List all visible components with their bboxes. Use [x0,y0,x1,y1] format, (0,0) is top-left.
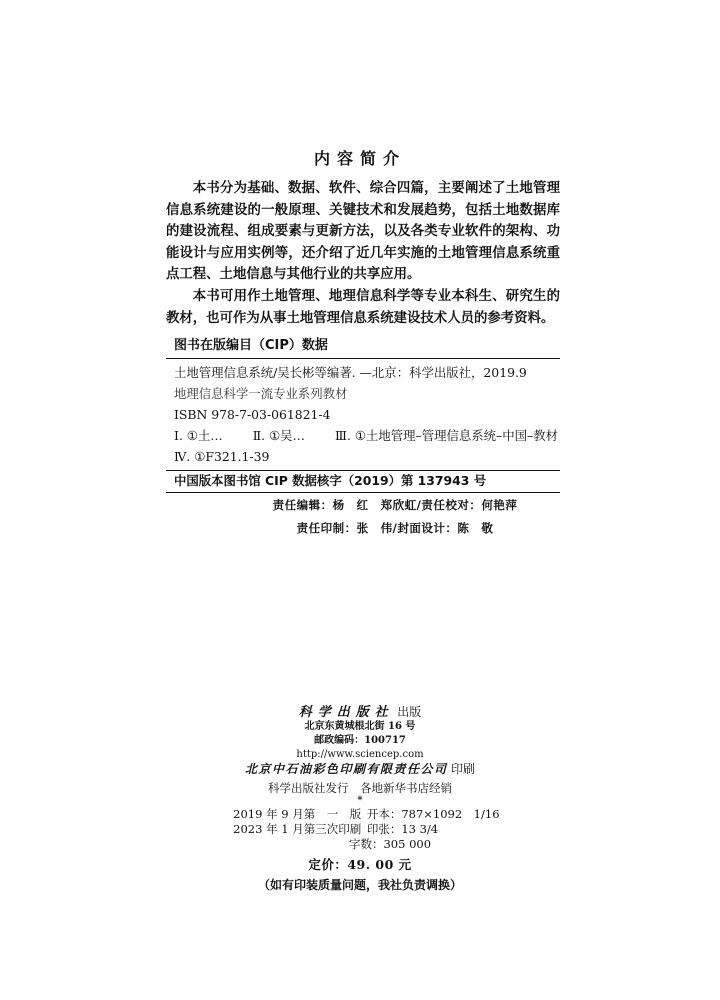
cip-class-1: Ⅰ. ①土… [174,428,223,443]
printing-date: 2023 年 1 月第三次印刷 [233,822,362,836]
publisher-line [0,705,720,720]
cip-class-2: Ⅱ. ①吴… [252,428,305,443]
printer-name: 北京中石油彩色印刷有限责任公司 [244,762,448,776]
cip-block [166,334,560,493]
credits-printing: 责任印制：张 伟/封面设计：陈 敬 [296,521,494,535]
printer-suffix: 印刷 [451,762,476,776]
cip-isbn-line: ISBN 978-7-03-061821-4 [174,407,331,422]
sheet-count: 印张：13 3/4 [366,822,439,836]
publisher-postcode: 邮政编码：100717 [314,735,406,746]
summary-title: 内容简介 [313,149,406,168]
cip-class-3: Ⅲ. ①土地管理–管理信息系统–中国–教材 [335,428,558,443]
cip-lines [166,362,560,467]
separator-star: * [357,795,363,806]
edition-date: 2019 年 9 月第 一 版 [233,807,362,821]
summary-paragraph-2: 本书可用作土地管理、地理信息科学等专业本科生、研究生的教材，也可作为从事土地管理信息系统建设技术人员的参考资料。 [166,288,560,326]
cip-classification-line [174,425,560,446]
publisher-url: http://www.sciencep.com [296,749,424,760]
cip-series-line: 地理信息科学一流专业系列教材 [174,386,348,401]
summary-text [166,178,560,329]
distribution-line: 科学出版社发行 各地新华书店经销 [268,781,452,795]
cip-title-line: 土地管理信息系统/吴长彬等编著. —北京：科学出版社，2019.9 [174,365,527,380]
publication-info [0,705,720,893]
publisher-name: 科学出版社 [298,705,394,720]
printer-line [0,762,720,777]
credits-editors: 责任编辑：杨 红 郑欣虹/责任校对：何艳萍 [272,498,518,512]
summary-paragraph-1: 本书分为基础、数据、软件、综合四篇，主要阐述了土地管理信息系统建设的一般原理、关键技术和发展趋势，包括土地数据库的建设流程、组成要素与更新方法，以及各类专业软件的架构、功能设计与应用实例等，还介绍了近几年实施的土地管理信息系统重点工程、土地信息与其他行业的共享应用。 [166,181,560,283]
cip-approval-number: 中国版本图书馆 CIP 数据核字（2019）第 137943 号 [166,471,560,493]
word-count: 字数：305 000 [348,837,432,851]
exchange-note: （如有印装质量问题，我社负责调换） [257,878,462,892]
format-size: 开本：787×1092 1/16 [366,807,500,821]
price: 定价：49. 00 元 [308,857,412,872]
publisher-address: 北京东黄城根北街 16 号 [304,721,416,732]
cip-class-4: Ⅳ. ①F321.1-39 [174,449,270,464]
printing-line [0,822,720,837]
publisher-suffix: 出版 [397,705,422,719]
cip-heading: 图书在版编目（CIP）数据 [166,334,560,359]
edition-line [0,807,720,822]
